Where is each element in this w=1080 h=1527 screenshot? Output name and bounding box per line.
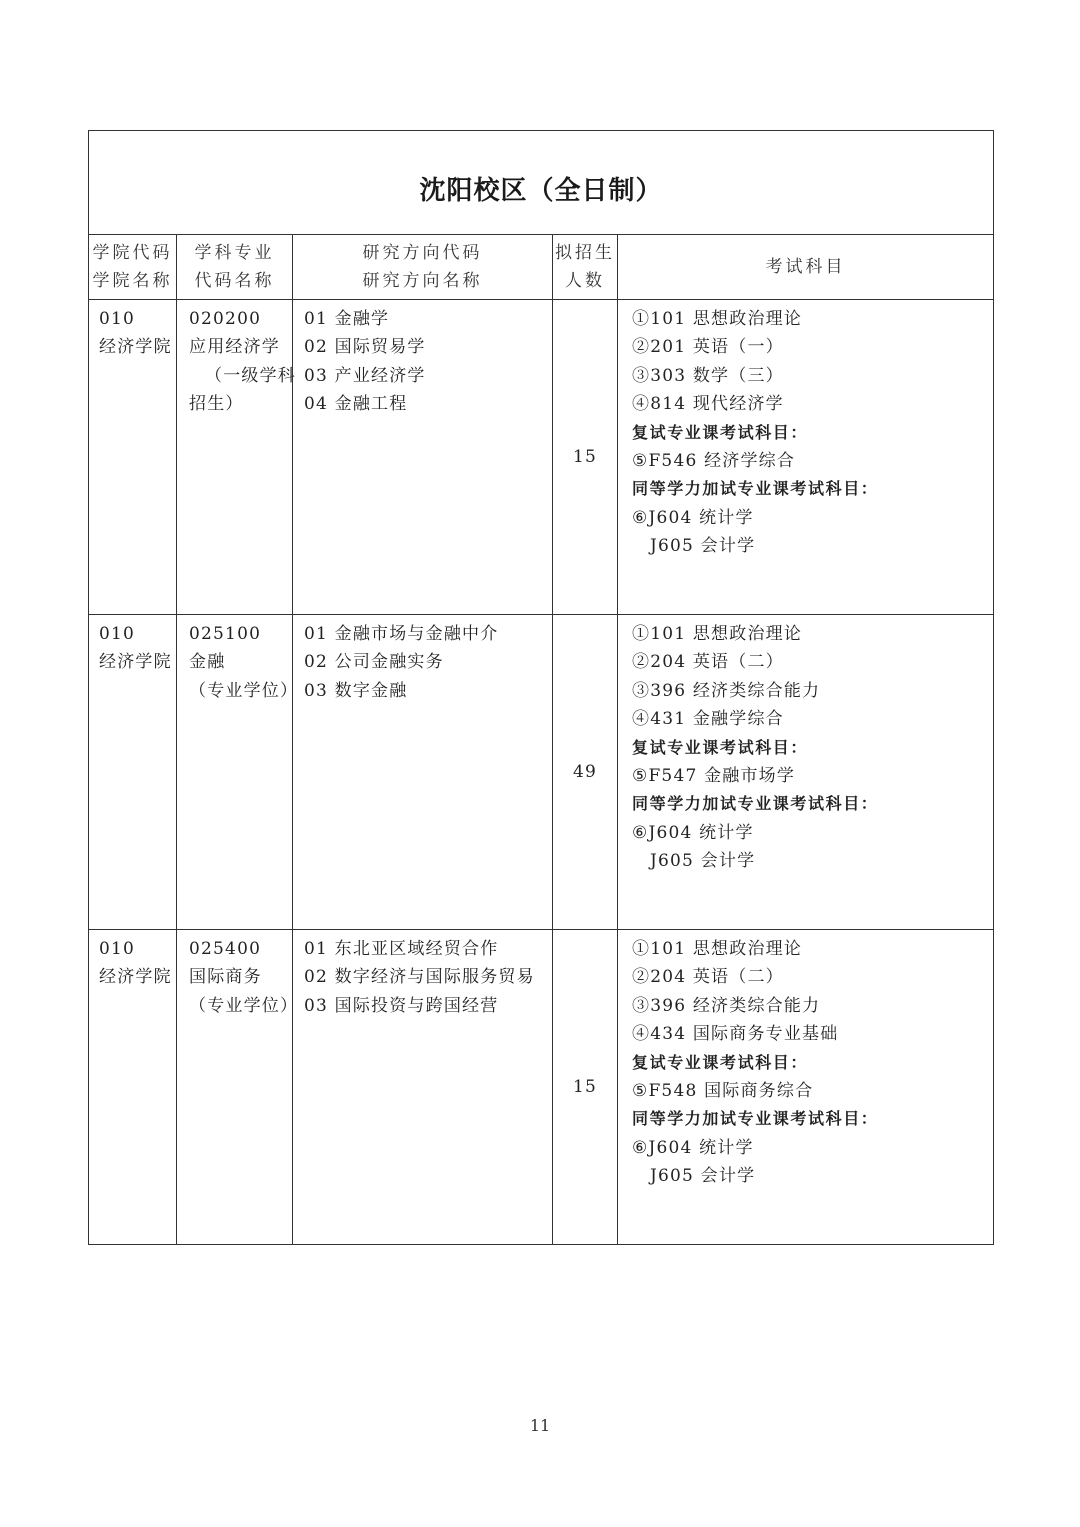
direction-item: 01 东北亚区域经贸合作 [304, 939, 499, 959]
header-enrollment [553, 235, 618, 300]
header-row [89, 235, 994, 300]
direction-item: 01 金融学 [304, 309, 390, 329]
exam-item: ③396 经济类综合能力 [632, 680, 821, 701]
exam-item: ④434 国际商务专业基础 [632, 1024, 839, 1045]
header-major [177, 235, 293, 300]
header-college-line2: 学院名称 [92, 271, 173, 291]
college-cell [89, 930, 177, 1245]
header-direction [293, 235, 553, 300]
table-row [89, 300, 994, 615]
major-name-line: （专业学位） [189, 680, 299, 701]
header-exams-line1: 考试科目 [765, 257, 846, 277]
header-college [89, 235, 177, 300]
direction-item: 01 金融市场与金融中介 [304, 624, 499, 644]
enrollment-count: 15 [572, 1076, 598, 1097]
major-cell [177, 300, 296, 615]
exams-cell [618, 615, 994, 930]
table-title-cell [89, 131, 994, 235]
major-code: 025100 [189, 624, 262, 644]
direction-item: 02 公司金融实务 [304, 652, 444, 673]
retest-item: ⑤F546 经济学综合 [632, 451, 796, 472]
header-major-line2: 代码名称 [194, 271, 275, 291]
exams-cell [618, 300, 994, 615]
direction-item: 02 数字经济与国际服务贸易 [304, 967, 535, 988]
exam-item: ①101 思想政治理论 [632, 309, 803, 329]
exam-item: ②204 英语（二） [632, 967, 784, 988]
major-name-line: 招生） [189, 394, 244, 415]
header-major-line1: 学科专业 [194, 243, 275, 263]
enrollment-count: 15 [572, 446, 598, 467]
header-exams [618, 235, 994, 300]
equiv-item: ⑥J604 统计学 [632, 1137, 754, 1158]
college-cell [89, 300, 177, 615]
college-name: 经济学院 [99, 652, 172, 673]
major-code: 025400 [189, 939, 262, 959]
direction-item: 03 国际投资与跨国经营 [304, 995, 499, 1016]
retest-label: 复试专业课考试科目： [632, 1052, 809, 1072]
major-name-line: 金融 [189, 652, 226, 673]
header-enrollment-line2: 人数 [565, 271, 605, 291]
exam-item: ②201 英语（一） [632, 337, 784, 358]
direction-cell [293, 930, 553, 1245]
college-code: 010 [99, 624, 136, 644]
enrollment-count: 49 [572, 761, 598, 782]
exam-item: ③303 数学（三） [632, 365, 784, 386]
direction-cell [293, 615, 553, 930]
retest-item: ⑤F548 国际商务综合 [632, 1081, 814, 1102]
exam-item: ①101 思想政治理论 [632, 624, 803, 644]
exam-item: ②204 英语（二） [632, 652, 784, 673]
direction-item: 03 产业经济学 [304, 365, 426, 386]
college-code: 010 [99, 309, 136, 329]
retest-label: 复试专业课考试科目： [632, 422, 809, 442]
major-name-line: 国际商务 [189, 967, 262, 988]
major-name-line: 应用经济学 [189, 337, 280, 358]
major-name-line: （专业学位） [189, 995, 299, 1016]
major-cell [177, 930, 299, 1245]
enrollment-table [88, 130, 994, 1245]
table-row [89, 930, 994, 1245]
direction-cell [293, 300, 553, 615]
header-college-line1: 学院代码 [92, 243, 173, 263]
page-title: 沈阳校区（全日制） [419, 176, 663, 206]
equiv-label: 同等学力加试专业课考试科目： [632, 1109, 879, 1129]
equiv-label: 同等学力加试专业课考试科目： [632, 794, 879, 814]
college-cell [89, 615, 177, 930]
exams-cell [618, 930, 994, 1245]
equiv-item: ⑥J604 统计学 [632, 507, 754, 528]
equiv-item: J605 会计学 [650, 851, 756, 872]
retest-label: 复试专业课考试科目： [632, 737, 809, 757]
equiv-label: 同等学力加试专业课考试科目： [632, 479, 879, 499]
page-number: 11 [529, 1416, 551, 1435]
equiv-item: J605 会计学 [650, 1166, 756, 1187]
enrollment-cell [553, 615, 618, 930]
retest-item: ⑤F547 金融市场学 [632, 766, 796, 787]
college-name: 经济学院 [99, 967, 172, 988]
equiv-item: ⑥J604 统计学 [632, 822, 754, 843]
exam-item: ④814 现代经济学 [632, 394, 784, 415]
exam-item: ③396 经济类综合能力 [632, 995, 821, 1016]
header-direction-line2: 研究方向名称 [362, 271, 483, 291]
direction-item: 03 数字金融 [304, 680, 408, 701]
college-name: 经济学院 [99, 337, 172, 358]
exam-item: ④431 金融学综合 [632, 709, 784, 730]
table-row [89, 615, 994, 930]
major-name-line: （一级学科 [205, 365, 296, 386]
major-code: 020200 [189, 309, 262, 329]
equiv-item: J605 会计学 [650, 536, 756, 557]
enrollment-cell [553, 300, 618, 615]
enrollment-cell [553, 930, 618, 1245]
direction-item: 02 国际贸易学 [304, 337, 426, 358]
exam-item: ①101 思想政治理论 [632, 939, 803, 959]
header-direction-line1: 研究方向代码 [362, 243, 483, 263]
direction-item: 04 金融工程 [304, 394, 408, 415]
college-code: 010 [99, 939, 136, 959]
header-enrollment-line1: 拟招生 [555, 243, 615, 263]
major-cell [177, 615, 299, 930]
